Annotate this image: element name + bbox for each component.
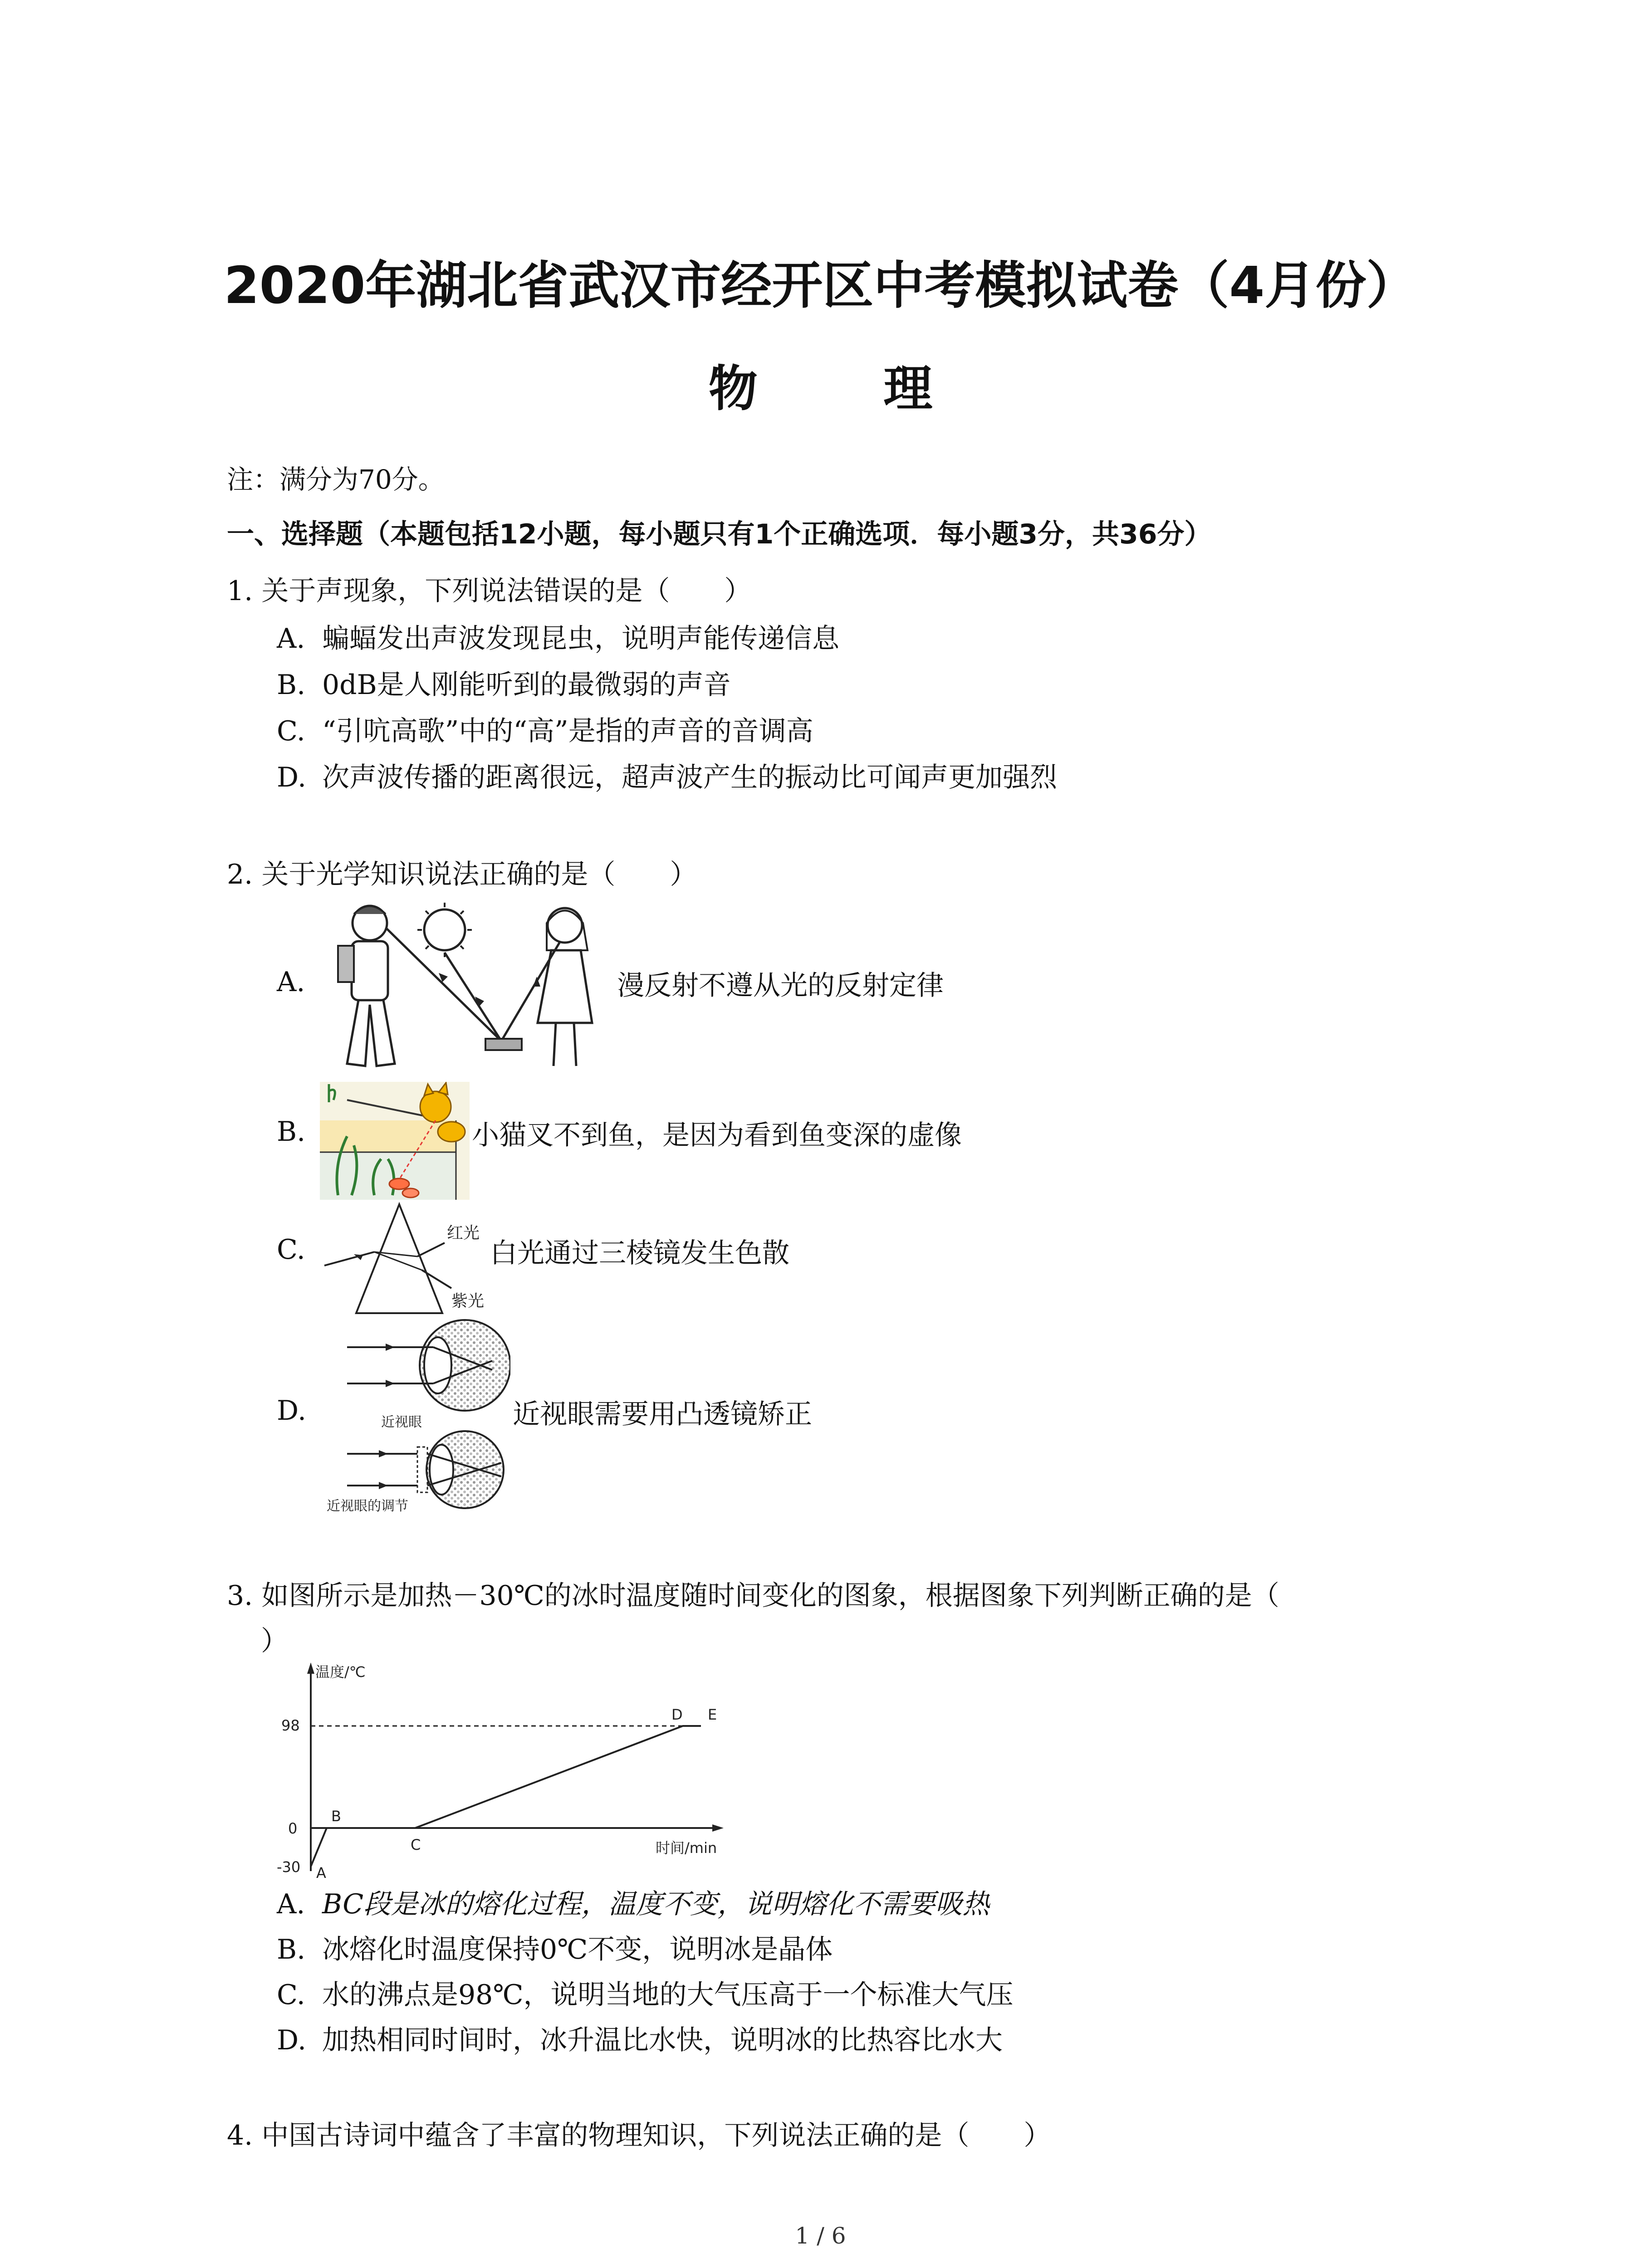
question-2-option-c-label: C. [277,1234,305,1266]
cat-fish-figure [320,1082,470,1200]
question-2-option-c-text: 白光通过三棱镜发生色散 [490,1237,789,1269]
page-title: 2020年湖北省武汉市经开区中考模拟试卷（4月份） [224,256,1417,315]
question-3-stem: 3. 如图所示是加热－30℃的冰时温度随时间变化的图象，根据图象下列判断正确的是（ [227,1580,1279,1612]
question-4-stem: 4. 中国古诗词中蕴含了丰富的物理知识，下列说法正确的是（ ） [227,2120,1051,2151]
section-heading: 一、选择题（本题包括12小题，每小题只有1个正确选项．每小题3分，共36分） [227,518,1212,550]
y-axis-label: 温度/℃ [315,1663,366,1681]
violet-light-label: 紫光 [451,1292,485,1310]
question-2-option-b-text: 小猫叉不到鱼，是因为看到鱼变深的虚像 [472,1119,962,1151]
x-axis-label: 时间/min [656,1839,717,1857]
myopia-eye-figure [320,1315,510,1515]
diffuse-reflection-figure [320,896,610,1075]
y-tick-0: 0 [288,1820,298,1837]
question-1-stem: 1. 关于声现象，下列说法错误的是（ ） [227,575,752,607]
prism-dispersion-figure [320,1202,492,1320]
question-2-stem: 2. 关于光学知识说法正确的是（ ） [227,859,697,890]
myopia-correction-label: 近视眼的调节 [327,1498,408,1514]
point-label-c: C [411,1836,421,1853]
myopia-label: 近视眼 [381,1414,422,1430]
question-2-option-d-text: 近视眼需要用凸透镜矫正 [513,1398,812,1430]
question-3-stem-end: ） [261,1625,288,1657]
question-2-option-a-text: 漫反射不遵从光的反射定律 [617,970,944,1002]
question-2-option-b-label: B. [277,1116,306,1148]
temperature-time-chart [265,1658,742,1880]
question-1-option-d: D. 次声波传播的距离很远，超声波产生的振动比可闻声更加强烈 [277,762,1057,793]
question-3-option-b: B. 冰熔化时温度保持0℃不变，说明冰是晶体 [277,1934,833,1965]
question-2-option-d-label: D. [277,1395,307,1427]
point-label-a: A [316,1864,326,1880]
page-number: 1 / 6 [795,2223,846,2249]
point-label-e: E [708,1706,717,1723]
question-1-option-c: C. “引吭高歌”中的“高”是指的声音的音调高 [277,715,813,747]
y-tick-minus-30: -30 [277,1858,301,1876]
question-3-option-d: D. 加热相同时间时，冰升温比水快，说明冰的比热容比水大 [277,2024,1003,2056]
question-3-option-a: A. BC段是冰的熔化过程，温度不变，说明熔化不需要吸热 [277,1888,990,1920]
y-tick-98: 98 [281,1717,300,1734]
temperature-curve [311,1726,701,1867]
point-label-b: B [331,1808,341,1825]
question-1-option-a: A. 蝙蝠发出声波发现昆虫，说明声能传递信息 [277,623,839,655]
question-3-option-c: C. 水的沸点是98℃，说明当地的大气压高于一个标准大气压 [277,1979,1014,2011]
question-1-option-b: B. 0dB是人刚能听到的最微弱的声音 [277,669,731,701]
point-label-d: D [671,1706,683,1723]
question-2-option-a-label: A. [277,966,305,998]
subject-title: 物 理 [708,361,987,417]
score-note: 注：满分为70分。 [227,464,445,495]
red-light-label: 红光 [447,1224,480,1242]
